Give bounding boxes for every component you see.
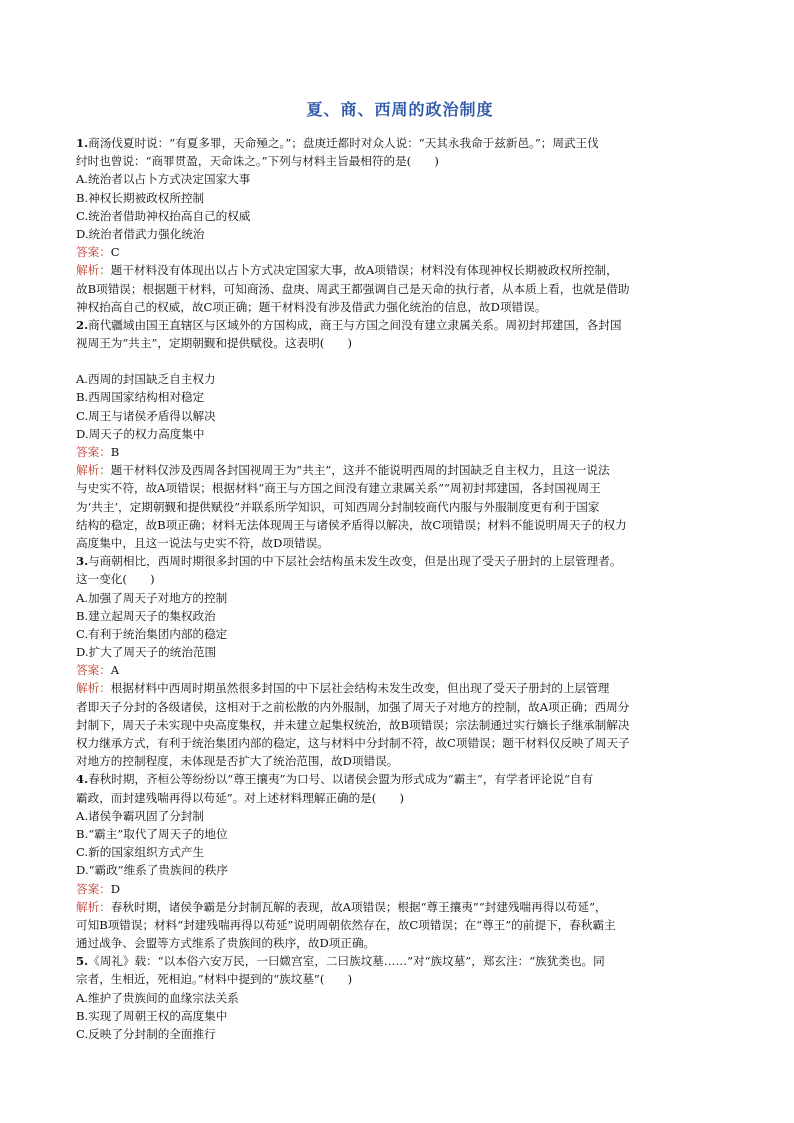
question-3 — [76, 552, 724, 770]
option-d: D.统治者借武力强化统治 — [76, 226, 205, 241]
option-b: B.西周国家结构相对稳定 — [76, 390, 205, 405]
document-page — [76, 0, 724, 1043]
analysis-line: 权力继承方式，有利于统治集团内部的稳定，这与材料中分封制不符，故C项错误；题干材料仅反映了周天子 — [76, 736, 630, 750]
option-c: C.有利于统治集团内部的稳定 — [76, 626, 228, 641]
analysis-line: 解析：题干材料没有体现出以占卜方式决定国家大事，故A项错误；材料没有体现神权长期被政权所控制， — [76, 263, 618, 278]
question-number: 1. — [76, 136, 89, 150]
analysis-line: 者即天子分封的各级诸侯，这相对于之前松散的内外服制，加强了周天子对地方的控制，故A项正确；西周分 — [76, 699, 630, 714]
question-number: 2. — [76, 317, 89, 332]
analysis-line: 故B项错误；根据题干材料，可知商汤、盘庚、周武王都强调自己是天命的执行者，从本质上看，也就是借助 — [76, 281, 630, 296]
answer-line — [76, 661, 724, 679]
answer-value: A — [110, 663, 120, 678]
answer-label: 答案： — [76, 445, 111, 459]
answer-value: C — [110, 245, 120, 260]
question-2 — [76, 316, 724, 552]
analysis-line: 神权抬高自己的权威，故C项正确；题干材料没有涉及借武力强化统治的信息，故D项错误。 — [76, 299, 547, 314]
option-a: A.诸侯争霸巩固了分封制 — [76, 808, 204, 823]
blank-line — [76, 352, 724, 370]
question-number: 4. — [76, 772, 89, 787]
option-c: C.周王与诸侯矛盾得以解决 — [76, 408, 216, 423]
analysis-line: 解析：春秋时期，诸侯争霸是分封制瓦解的表现，故A项错误；根据“尊王攘夷”“封建残喘再得以苟延”， — [76, 899, 607, 914]
analysis-line: 解析：题干材料仅涉及西周各封国视周王为“共主”，这并不能说明西周的封国缺乏自主权力，且这一说法 — [76, 463, 610, 478]
answer-line — [76, 443, 724, 461]
option-b: B.建立起周天子的集权政治 — [76, 608, 216, 623]
option-b: B.实现了周朝王权的高度集中 — [76, 1008, 228, 1023]
analysis-line: 与史实不符，故A项错误；根据材料“商王与方国之间没有建立隶属关系”“周初封邦建国，各封国视周王 — [76, 481, 601, 496]
question-5 — [76, 952, 724, 1043]
question-stem-line: 纣时也曾说：“商罪贯盈，天命诛之。”下列与材料主旨最相符的是( ) — [76, 154, 439, 169]
analysis-label: 解析： — [76, 681, 111, 696]
option-b: B.神权长期被政权所控制 — [76, 190, 205, 205]
question-number: 3. — [76, 554, 89, 569]
analysis-line: 通过战争、会盟等方式维系了贵族间的秩序，故D项正确。 — [76, 936, 376, 951]
question-stem-line: 2.商代疆域由国王直辖区与区域外的方国构成，商王与方国之间没有建立隶属关系。周初封邦建国，各封国 — [76, 317, 622, 332]
option-a: A.统治者以占卜方式决定国家大事 — [76, 172, 251, 187]
analysis-label: 解析： — [76, 263, 111, 278]
analysis-label: 解析： — [76, 463, 111, 478]
option-c: C.反映了分封制的全面推行 — [76, 1027, 216, 1041]
option-a: A.维护了贵族间的血缘宗法关系 — [76, 990, 239, 1005]
question-4 — [76, 770, 724, 952]
question-stem-line: 视周王为“共主”，定期朝觐和提供赋役。这表明( ) — [76, 336, 352, 351]
question-stem-line: 这一变化( ) — [76, 572, 155, 587]
analysis-line: 为‘共主’，定期朝觐和提供赋役”并联系所学知识，可知西周分封制较商代内服与外服制度更有利于国家 — [76, 499, 600, 514]
option-c: C.统治者借助神权抬高自己的权威 — [76, 208, 251, 223]
answer-label: 答案： — [76, 245, 111, 260]
answer-line — [76, 243, 724, 261]
analysis-label: 解析： — [76, 899, 111, 914]
option-d: D.扩大了周天子的统治范围 — [76, 645, 217, 660]
analysis-line: 解析：根据材料中西周时期虽然很多封国的中下层社会结构未发生改变，但出现了受天子册封的上层管理 — [76, 681, 610, 696]
answer-line — [76, 880, 724, 898]
question-stem-line: 1.商汤伐夏时说：“有夏多罪，天命殛之。”；盘庚迁都时对众人说：“天其永我命于兹新邑。”；周武王伐 — [76, 136, 599, 150]
question-list — [76, 134, 724, 1043]
option-a: A.西周的封国缺乏自主权力 — [76, 372, 216, 387]
answer-value: B — [110, 445, 120, 459]
analysis-line: 封制下，周天子未实现中央高度集权，并未建立起集权统治，故B项错误；宗法制通过实行嫡长子继承制解决 — [76, 717, 630, 732]
page-title: 夏、商、西周的政治制度 — [306, 100, 494, 119]
question-1 — [76, 134, 724, 316]
analysis-line: 高度集中，且这一说法与史实不符，故D项错误。 — [76, 535, 329, 550]
question-stem-line: 霸政，而封建残喘再得以苟延”。对上述材料理解正确的是( ) — [76, 790, 405, 805]
option-b: B.“霸主”取代了周天子的地位 — [76, 826, 228, 841]
analysis-line: 可知B项错误；材料“封建残喘再得以苟延”说明周朝依然存在，故C项错误；在“尊王”的前提下，春秋霸主 — [76, 917, 616, 932]
analysis-line: 结构的稳定，故B项正确；材料无法体现周王与诸侯矛盾得以解决，故C项错误；材料不能说明周天子的权力 — [76, 517, 627, 532]
option-c: C.新的国家组织方式产生 — [76, 845, 205, 860]
option-d: D.“霸政”维系了贵族间的秩序 — [76, 863, 228, 878]
option-d: D.周天子的权力高度集中 — [76, 426, 205, 441]
analysis-line: 对地方的控制程度，未体现是否扩大了统治范围，故D项错误。 — [76, 754, 399, 769]
question-stem-line: 3.与商朝相比，西周时期很多封国的中下层社会结构虽未发生改变，但是出现了受天子册封的上层管理者。 — [76, 554, 622, 569]
answer-value: D — [110, 881, 121, 896]
question-stem-line: 宗者，生相近，死相迫。”材料中提到的“族坟墓”( ) — [76, 972, 353, 987]
question-stem-line: 4.春秋时期，齐桓公等纷纷以“尊王攘夷”为口号、以诸侯会盟为形式成为“霸主”，有学者评论说“自有 — [76, 772, 594, 787]
answer-label: 答案： — [76, 663, 111, 678]
answer-label: 答案： — [76, 881, 111, 896]
question-number: 5. — [76, 954, 89, 969]
option-a: A.加强了周天子对地方的控制 — [76, 590, 228, 605]
question-stem-line: 5.《周礼》载：“以本俗六安万民，一曰媺宫室，二曰族坟墓……”对“族坟墓”，郑玄注：“族犹类也。同 — [76, 954, 605, 969]
